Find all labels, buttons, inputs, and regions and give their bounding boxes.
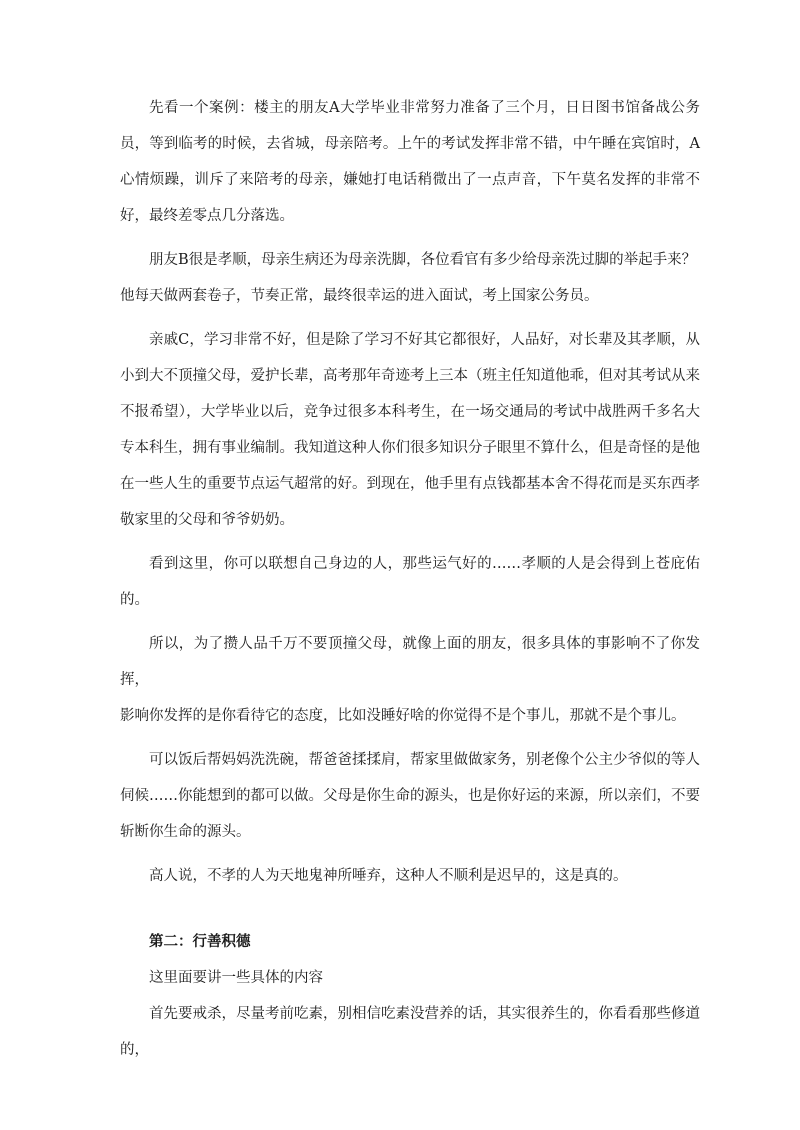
- paragraph-saying: 高人说，不孝的人为天地鬼神所唾弃，这种人不顺利是迟早的，这是真的。: [149, 868, 628, 884]
- section-heading: 第二：行善积德: [149, 934, 251, 950]
- paragraph-case-c: 亲戚C，学习非常不好，但是除了学习不好其它都很好，人品好，对长辈及其孝顺，从小到大不顶撞父母，爱护长辈，高考那年奇迹考上三本（班主任知道他乖，但对其考试从来不报希望），大学毕业以后，竞争过很多本科考生，在一场交通局的考试中战胜两千多名大专本科生，拥有事业编制。我知道这种人你们很多知识分子眼里不算什么，但是奇怪的是他在一些人生的重要节点运气超常的好。到现在，他手里有点钱都基本舍不得花而是买东西孝敬家里的父母和爷爷奶奶。: [120, 332, 700, 528]
- paragraph-case-b: 朋友B很是孝顺，母亲生病还为母亲洗脚，各位看官有多少给母亲洗过脚的举起手来？: [149, 252, 697, 268]
- paragraph-conclusion: 看到这里，你可以联想自己身边的人，那些运气好的……孝顺的人是会得到上苍庇佑的。: [120, 556, 700, 608]
- paragraph-advice: 所以，为了攒人品千万不要顶撞父母，就像上面的朋友，很多具体的事影响不了你发挥，: [120, 636, 700, 688]
- paragraph-case-b-result: 他每天做两套卷子，节奏正常，最终很幸运的进入面试，考上国家公务员。: [120, 288, 599, 304]
- section-intro: 这里面要讲一些具体的内容: [149, 970, 323, 986]
- paragraph-chores: 可以饭后帮妈妈洗洗碗，帮爸爸揉揉肩，帮家里做做家务，别老像个公主少爷似的等人伺候……你能想到的都可以做。父母是你生命的源头，也是你好运的来源，所以亲们，不要斩断你生命的源头。: [120, 752, 700, 840]
- section-paragraph: 首先要戒杀，尽量考前吃素，别相信吃素没营养的话，其实很养生的，你看看那些修道的，: [120, 1006, 700, 1058]
- paragraph-case-a: 先看一个案例：楼主的朋友A大学毕业非常努力准备了三个月，日日图书馆备战公务员，等到临考的时候，去省城，母亲陪考。上午的考试发挥非常不错，中午睡在宾馆时，A心情烦躁，训斥了来陪考的母亲，嫌她打电话稍微出了一点声音，下午莫名发挥的非常不好，最终差零点几分落选。: [120, 100, 700, 224]
- document-page: [120, 90, 700, 1068]
- paragraph-advice-continued: 影响你发挥的是你看待它的态度，比如没睡好啥的你觉得不是个事儿，那就不是个事儿。: [120, 708, 686, 724]
